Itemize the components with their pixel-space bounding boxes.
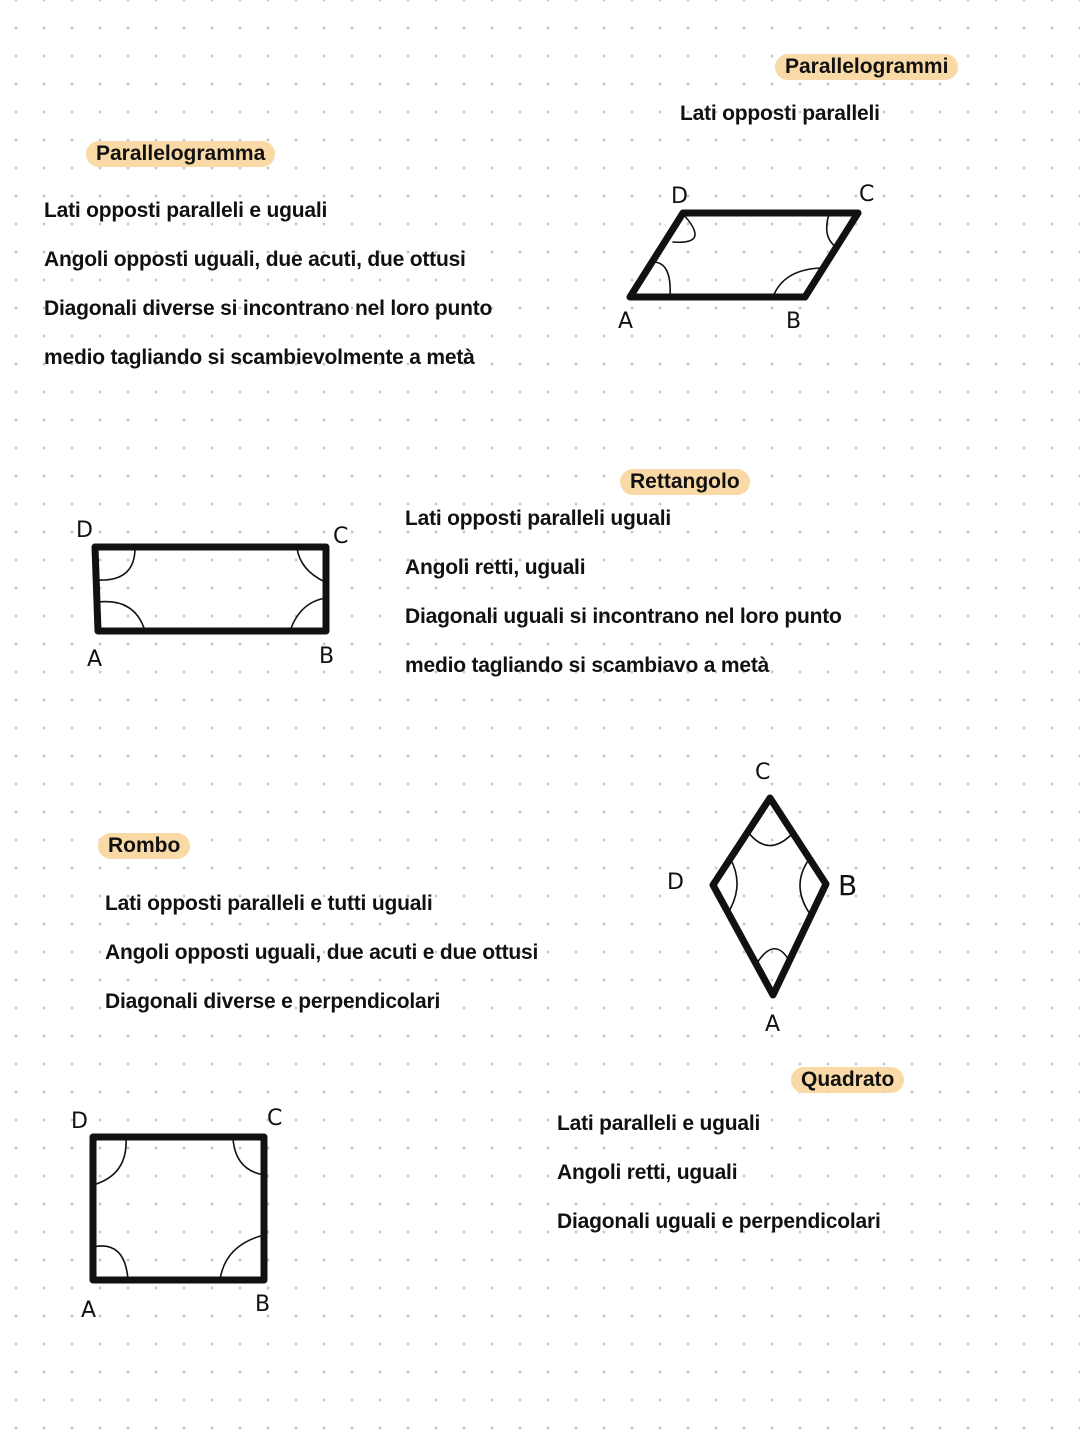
heading-quadrato: Quadrato [791, 1067, 904, 1093]
vertex-label-d: D [71, 1109, 88, 1134]
parallelogrammi-line: Lati opposti paralleli [680, 102, 880, 125]
vertex-label-b: B [786, 309, 802, 334]
vertex-label-d: D [671, 184, 688, 209]
parallelogramma-line: Angoli opposti uguali, due acuti, due ottusi [44, 248, 466, 271]
heading-rettangolo: Rettangolo [620, 469, 750, 495]
parallelogramma-line: Diagonali diverse si incontrano nel loro punto [44, 297, 493, 320]
rectangle-shape [95, 547, 326, 631]
vertex-label-c: C [333, 524, 349, 549]
heading-parallelogramma: Parallelogramma [86, 141, 275, 167]
vertex-label-b: B [319, 644, 335, 669]
square-shape [93, 1137, 264, 1280]
quadrato-line: Diagonali uguali e perpendicolari [557, 1210, 881, 1233]
vertex-label-c: C [267, 1106, 283, 1131]
vertex-label-c: C [859, 182, 875, 207]
rombo-line: Diagonali diverse e perpendicolari [105, 990, 441, 1013]
rombo-line: Angoli opposti uguali, due acuti e due ottusi [105, 941, 539, 964]
rettangolo-line: Diagonali uguali si incontrano nel loro punto [405, 605, 842, 628]
rombo-line: Lati opposti paralleli e tutti uguali [105, 892, 433, 915]
rettangolo-line: Lati opposti paralleli uguali [405, 507, 672, 530]
rhombus-shape [713, 798, 826, 995]
vertex-label-a: A [81, 1298, 97, 1323]
vertex-label-a: A [618, 309, 634, 334]
vertex-label-b: B [838, 869, 858, 902]
rettangolo-line: Angoli retti, uguali [405, 556, 586, 579]
quadrato-line: Angoli retti, uguali [557, 1161, 738, 1184]
parallelogramma-line: medio tagliando si scambievolmente a metà [44, 346, 475, 369]
parallelogramma-line: Lati opposti paralleli e uguali [44, 199, 328, 222]
heading-parallelogrammi: Parallelogrammi [775, 54, 958, 80]
parallelogram-shape [630, 213, 858, 297]
vertex-label-d: D [76, 518, 93, 543]
vertex-label-a: A [765, 1012, 781, 1037]
rettangolo-line: medio tagliando si scambiavo a metà [405, 654, 770, 677]
vertex-label-c: C [755, 760, 771, 785]
heading-rombo: Rombo [98, 833, 190, 859]
vertex-label-d: D [667, 870, 684, 895]
vertex-label-b: B [255, 1292, 271, 1317]
vertex-label-a: A [87, 647, 103, 672]
quadrato-line: Lati paralleli e uguali [557, 1112, 761, 1135]
